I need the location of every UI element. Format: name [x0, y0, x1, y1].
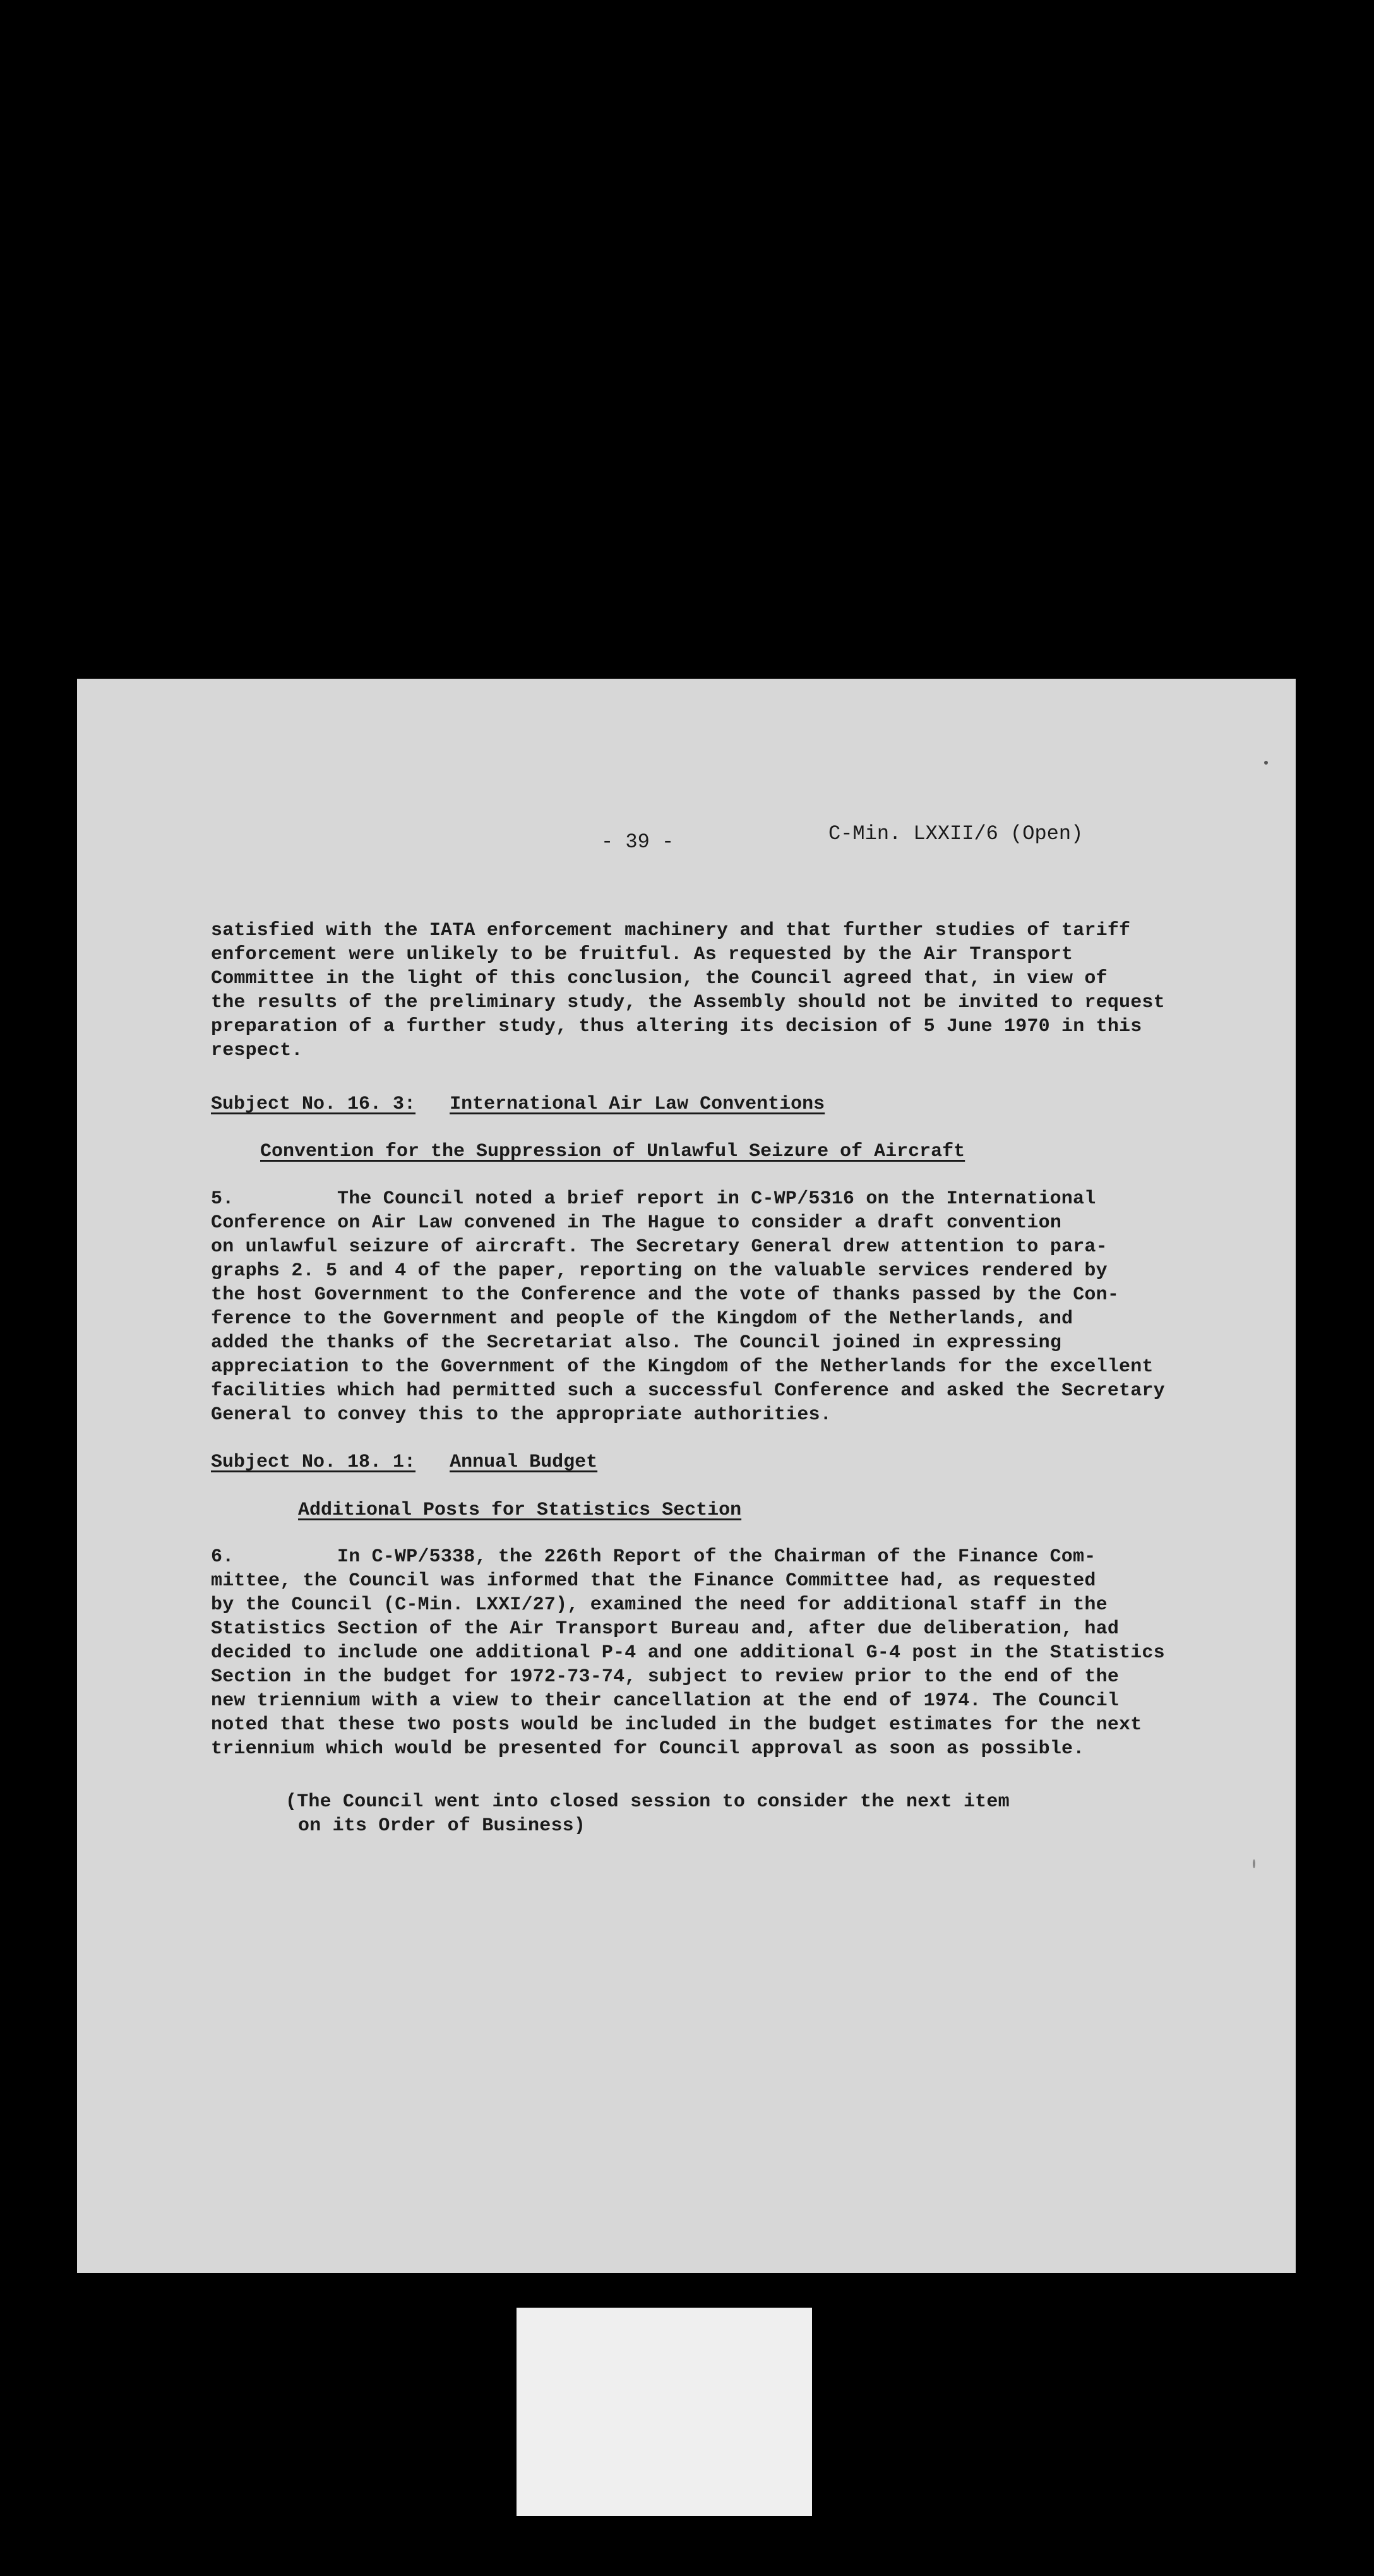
- text-line: enforcement were unlikely to be fruitful. As requested by the Air Transport: [211, 944, 1073, 965]
- paragraph-6: [211, 1545, 1209, 1761]
- intro-paragraph: [211, 919, 1209, 1063]
- subject-18-label: Subject No. 18. 1:: [211, 1452, 416, 1473]
- subject-18-subheading: Additional Posts for Statistics Section: [298, 1500, 742, 1521]
- paragraph-number: 5.: [211, 1188, 234, 1210]
- text-line: ference to the Government and people of the Kingdom of the Netherlands, and: [211, 1308, 1073, 1330]
- text-line: Conference on Air Law convened in The Hague to consider a draft convention: [211, 1212, 1062, 1234]
- text-line: on its Order of Business): [298, 1815, 586, 1837]
- closing-note: [285, 1790, 1106, 1838]
- text-line: mittee, the Council was informed that the Finance Committee had, as requested: [211, 1570, 1096, 1592]
- text-line: added the thanks of the Secretariat also. The Council joined in expressing: [211, 1332, 1062, 1354]
- text-line: by the Council (C-Min. LXXI/27), examined the need for additional staff in the: [211, 1594, 1108, 1616]
- calibration-card: [517, 2308, 812, 2516]
- text-line: Section in the budget for 1972-73-74, subject to review prior to the end of the: [211, 1666, 1120, 1688]
- text-line: facilities which had permitted such a successful Conference and asked the Secretary: [211, 1380, 1165, 1402]
- page-number: - 39 -: [601, 830, 674, 854]
- text-line: preparation of a further study, thus altering its decision of 5 June 1970 in this: [211, 1016, 1142, 1037]
- text-line: new triennium with a view to their cancellation at the end of 1974. The Council: [211, 1690, 1120, 1712]
- subject-16-heading: [211, 1092, 825, 1116]
- text-line: the host Government to the Conference and the vote of thanks passed by the Con-: [211, 1284, 1120, 1306]
- text-line: The Council noted a brief report in C-WP/5316 on the International: [337, 1188, 1096, 1210]
- scan-speck: [1253, 1859, 1255, 1868]
- subject-18-title: Annual Budget: [450, 1452, 598, 1473]
- text-line: Committee in the light of this conclusion, the Council agreed that, in view of: [211, 968, 1108, 989]
- text-line: the results of the preliminary study, the Assembly should not be invited to request: [211, 992, 1165, 1013]
- text-line: General to convey this to the appropriate authorities.: [211, 1404, 832, 1426]
- subject-18-heading: [211, 1450, 597, 1474]
- text-line: (The Council went into closed session to consider the next item: [285, 1791, 1010, 1813]
- text-line: satisfied with the IATA enforcement machinery and that further studies of tariff: [211, 920, 1131, 941]
- scan-speck: [1264, 761, 1268, 765]
- text-line: noted that these two posts would be included in the budget estimates for the next: [211, 1714, 1142, 1736]
- text-line: respect.: [211, 1040, 303, 1061]
- subject-16-label: Subject No. 16. 3:: [211, 1094, 416, 1115]
- text-line: on unlawful seizure of aircraft. The Secretary General drew attention to para-: [211, 1236, 1108, 1258]
- paragraph-5: [211, 1187, 1209, 1427]
- text-line: In C-WP/5338, the 226th Report of the Chairman of the Finance Com-: [337, 1546, 1096, 1568]
- text-line: Statistics Section of the Air Transport Bureau and, after due deliberation, had: [211, 1618, 1120, 1640]
- text-line: appreciation to the Government of the Kingdom of the Netherlands for the excellent: [211, 1356, 1154, 1378]
- document-reference: C-Min. LXXII/6 (Open): [828, 822, 1084, 845]
- document-page: [77, 679, 1296, 2273]
- subject-16-title: International Air Law Conventions: [450, 1094, 825, 1115]
- text-line: decided to include one additional P-4 and one additional G-4 post in the Statistics: [211, 1642, 1165, 1664]
- subject-16-subheading: Convention for the Suppression of Unlawful Seizure of Aircraft: [260, 1141, 965, 1162]
- paragraph-number: 6.: [211, 1546, 234, 1568]
- text-line: triennium which would be presented for Council approval as soon as possible.: [211, 1738, 1085, 1760]
- text-line: graphs 2. 5 and 4 of the paper, reporting on the valuable services rendered by: [211, 1260, 1108, 1282]
